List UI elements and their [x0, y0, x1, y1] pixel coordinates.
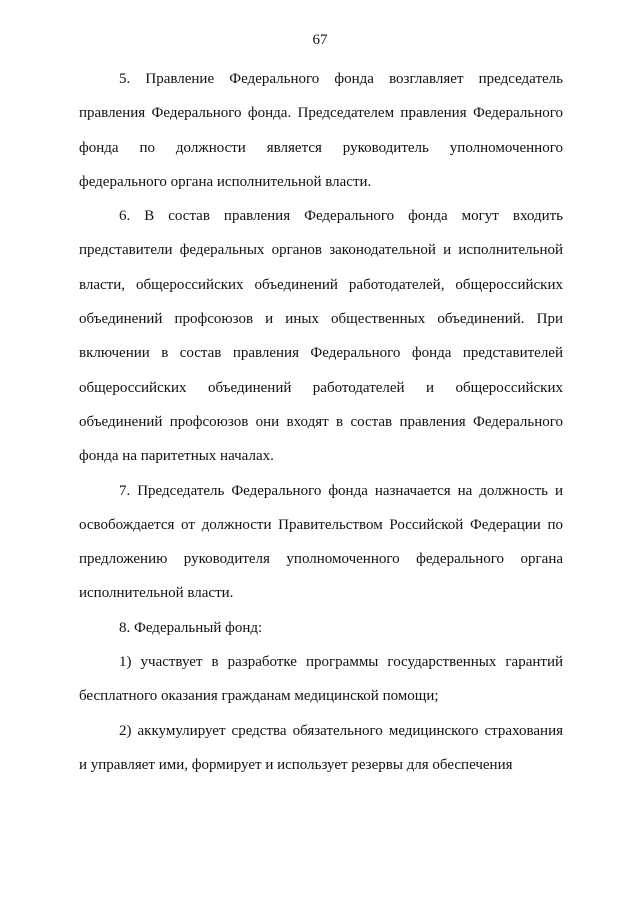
paragraph-5: 5. Правление Федерального фонда возглавляет председатель правления Федерального фонда. Председателем правления Федерального фонда по должности является руководитель уполномоченного федерального органа исполнительной власти.: [79, 71, 563, 190]
list-item-2: 2) аккумулирует средства обязательного медицинского страхования и управляет ими, формирует и использует резервы для обеспечения: [79, 722, 563, 773]
paragraph-6: 6. В состав правления Федерального фонда могут входить представители федеральных органов законодательной и исполнительной власти, общероссийских объединений работодателей, общероссийских объединений профсоюзов и иных общественных объединений. При включении в состав правления Федерального фонда представителей общероссийских объединений работодателей и общероссийских объединений профсоюзов они входят в состав правления Федерального фонда на паритетных началах.: [79, 208, 563, 465]
paragraph-8-heading: 8. Федеральный фонд:: [119, 619, 263, 636]
paragraph-7: 7. Председатель Федерального фонда назначается на должность и освобождается от должности Правительством Российской Федерации по предложению руководителя уполномоченного федерального органа исполнительной власти.: [79, 482, 563, 602]
page-number: 67: [312, 32, 328, 48]
list-item-1: 1) участвует в разработке программы государственных гарантий бесплатного оказания гражданам медицинской помощи;: [79, 654, 563, 705]
document-body: [79, 62, 563, 782]
